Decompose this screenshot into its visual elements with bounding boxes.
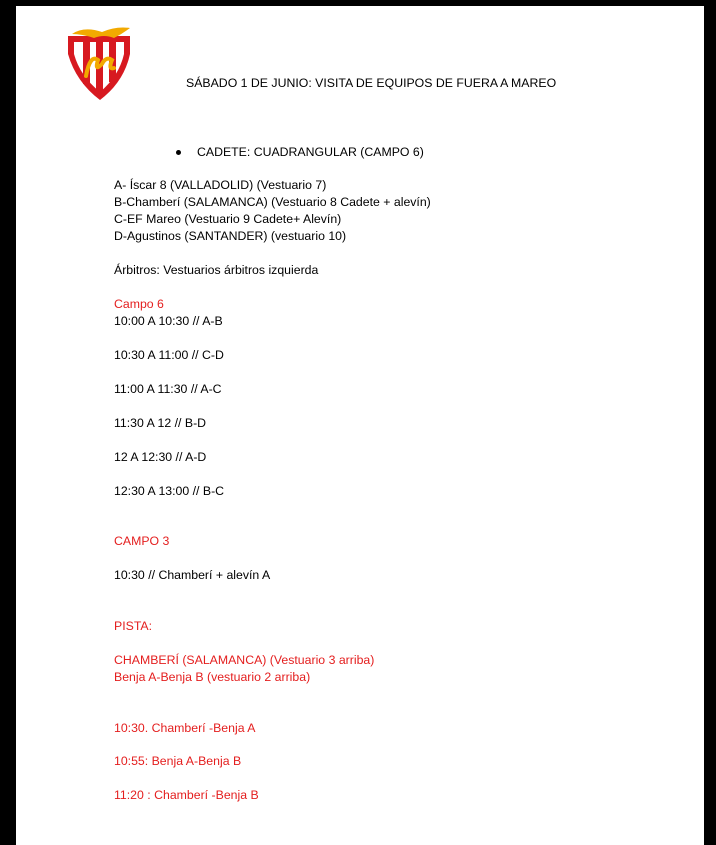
campo6-match: 12:30 A 13:00 // B-C [114,484,225,498]
campo6-match: 11:30 A 12 // B-D [114,416,207,430]
bullet-icon [176,150,181,155]
pista-info: CHAMBERÍ (SALAMANCA) (Vestuario 3 arriba) [114,653,375,667]
campo3-heading: CAMPO 3 [114,534,170,548]
campo6-heading: Campo 6 [114,297,164,311]
campo3-match: 10:30 // Chamberí + alevín A [114,568,271,582]
pista-heading: PISTA: [114,619,153,633]
pista-info: Benja A-Benja B (vestuario 2 arriba) [114,670,311,684]
team-b: B-Chamberí (SALAMANCA) (Vestuario 8 Cadete + alevín) [114,195,431,209]
cadete-bullet-text: CADETE: CUADRANGULAR (CAMPO 6) [197,145,424,159]
document-page [16,6,704,845]
team-c: C-EF Mareo (Vestuario 9 Cadete+ Alevín) [114,212,342,226]
pista-match: 10:30. Chamberí -Benja A [114,721,256,735]
pista-match: 10:55: Benja A-Benja B [114,754,242,768]
page-title: SÁBADO 1 DE JUNIO: VISITA DE EQUIPOS DE FUERA A MAREO [186,76,557,90]
team-d: D-Agustinos (SANTANDER) (vestuario 10) [114,229,347,243]
campo6-match: 10:00 A 10:30 // A-B [114,314,223,328]
campo6-match: 10:30 A 11:00 // C-D [114,348,224,362]
referees-note: Árbitros: Vestuarios árbitros izquierda [114,263,319,277]
campo6-match: 11:00 A 11:30 // A-C [114,382,222,396]
club-crest-logo [64,24,134,104]
team-a: A- Íscar 8 (VALLADOLID) (Vestuario 7) [114,178,327,192]
cadete-bullet-item [176,145,424,160]
pista-match: 11:20 : Chamberí -Benja B [114,788,259,802]
campo6-match: 12 A 12:30 // A-D [114,450,207,464]
